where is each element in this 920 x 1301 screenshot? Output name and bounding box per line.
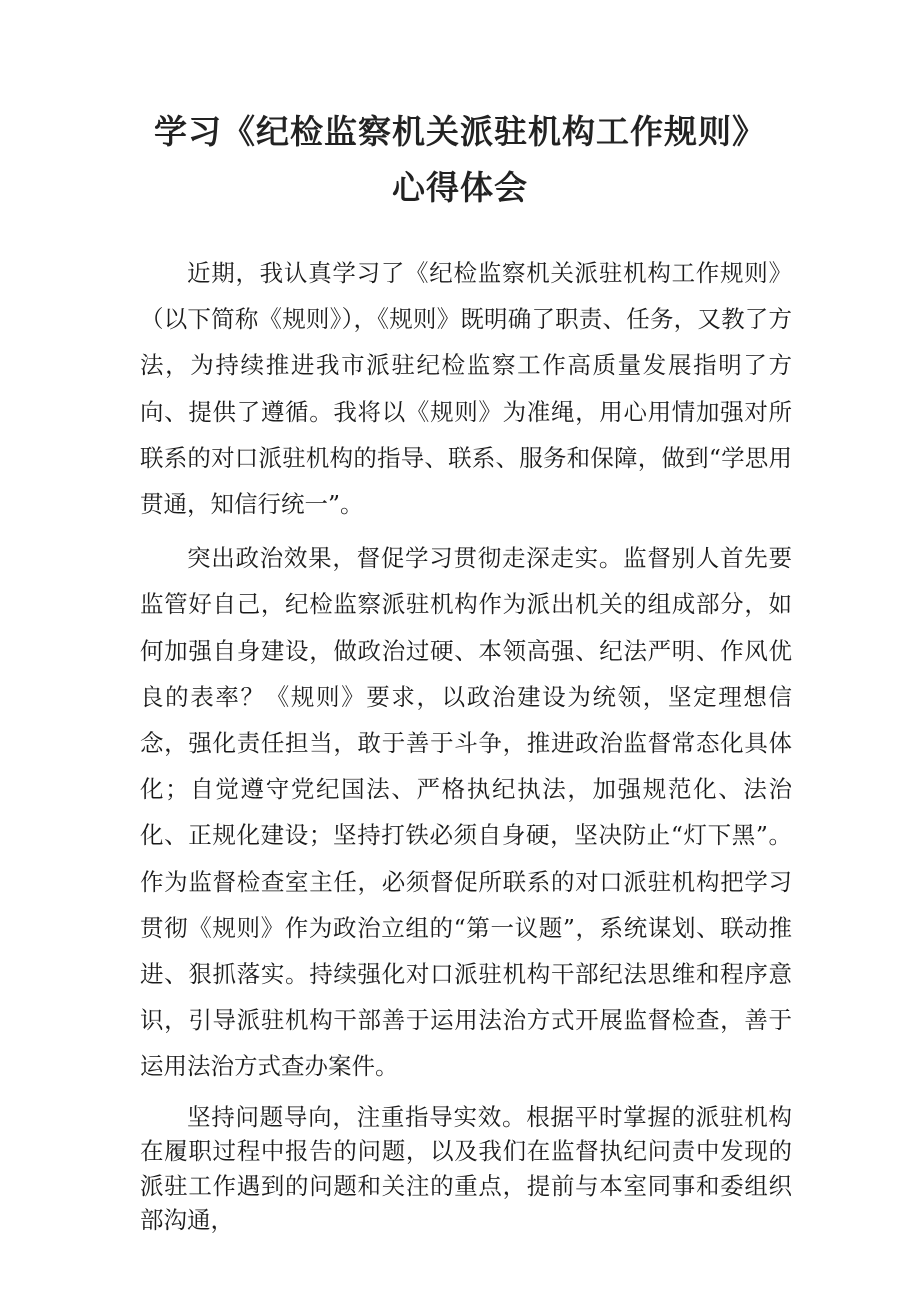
document-title: [0, 104, 920, 216]
title-line-2: 心得体会: [392, 168, 528, 207]
paragraph-1: 近期，我认真学习了《纪检监察机关派驻机构工作规则》（以下简称《规则》），《规则》既明确了职责、任务，又教了方法，为持续推进我市派驻纪检监察工作高质量发展指明了方向、提供了遵循。我将以《规则》为准绳，用心用情加强对所联系的对口派驻机构的指导、联系、服务和保障，做到“学思用贯通，知信行统一”。: [140, 259, 792, 519]
paragraph-3: 坚持问题导向，注重指导实效。根据平时掌握的派驻机构在履职过程中报告的问题，以及我们在监督执纪问责中发现的派驻工作遇到的问题和关注的重点，提前与本室同事和委组织部沟通，: [140, 1102, 792, 1235]
document-body: [140, 250, 792, 1238]
paragraph-2: 突出政治效果，督促学习贯彻走深走实。监督别人首先要监管好自己，纪检监察派驻机构作为派出机关的组成部分，如何加强自身建设，做政治过硬、本领高强、纪法严明、作风优良的表率？《规则》要求，以政治建设为统领，坚定理想信念，强化责任担当，敢于善于斗争，推进政治监督常态化具体化；自觉遵守党纪国法、严格执纪执法，加强规范化、法治化、正规化建设；坚持打铁必须自身硬，坚决防止“灯下黑”。作为监督检查室主任，必须督促所联系的对口派驻机构把学习贯彻《规则》作为政治立组的“第一议题”，系统谋划、联动推进、狠抓落实。持续强化对口派驻机构干部纪法思维和程序意识，引导派驻机构干部善于运用法治方式开展监督检查，善于运用法治方式查办案件。: [140, 544, 792, 1081]
title-line-1: 学习《纪检监察机关派驻机构工作规则》: [154, 112, 766, 151]
